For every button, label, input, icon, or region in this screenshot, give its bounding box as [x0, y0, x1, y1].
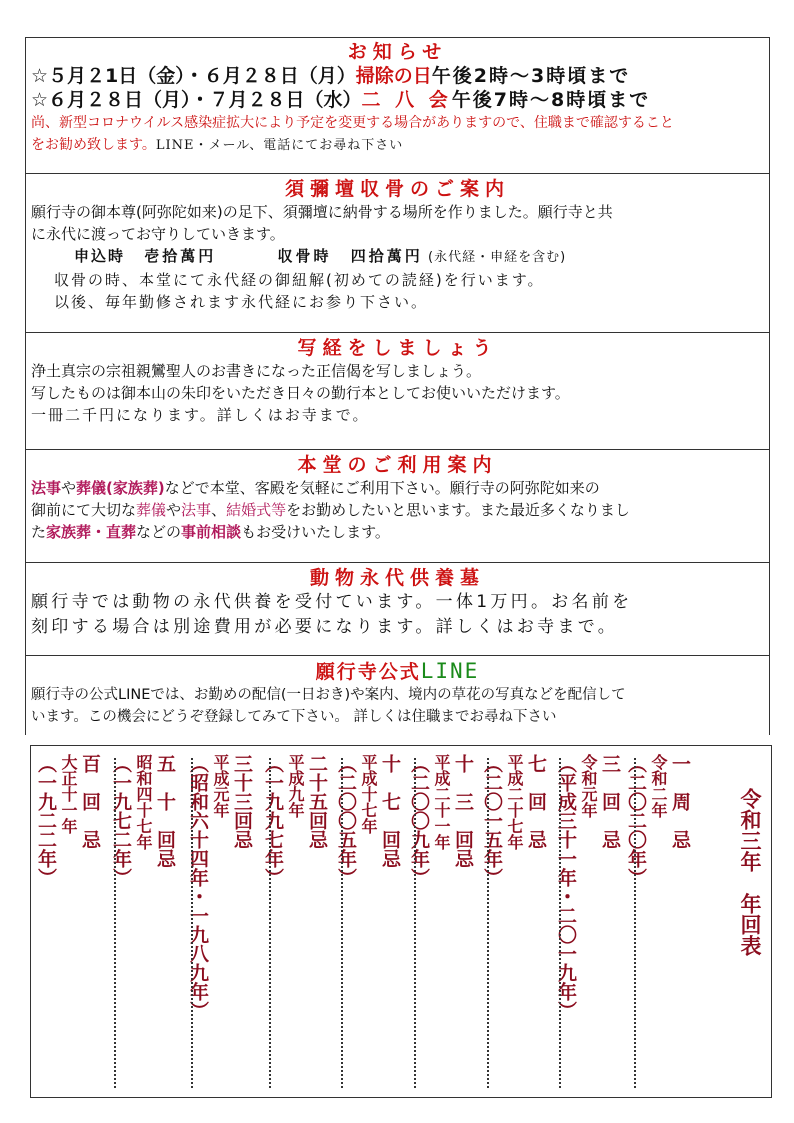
hondo-line-2: [26, 499, 769, 521]
line-section: [25, 655, 770, 735]
notice-date-2: ☆６月２８日（月）・７月２８日（水）: [31, 89, 362, 111]
nenki-col-4: [408, 754, 474, 887]
col-6-kai: 二十五回忌: [306, 754, 328, 849]
fee2-amount: 四拾萬円: [350, 247, 423, 265]
hondo-b2: 葬儀: [136, 501, 167, 519]
col-2-era: 令和元年: [579, 754, 598, 818]
notice-covid-1: 尚、新型コロナウイルス感染症拡大により予定を変更する場合がありますので、住職まで確認すること: [31, 115, 674, 131]
notice-time-2: 午後7時～8時頃まで: [451, 89, 651, 111]
fee1-amount: 壱拾萬円: [144, 247, 217, 265]
nenki-col-7: [187, 754, 253, 1020]
nenki-col-6: [262, 754, 328, 887]
notice-covid-2: [26, 134, 769, 157]
animal-title: 動物永代供養墓: [309, 567, 485, 589]
nenki-col-9: [35, 754, 101, 887]
col-6-year: （一九九七年）: [262, 754, 284, 887]
col-6-era: 平成九年: [286, 754, 305, 818]
col-4-kai: 十 三 回忌: [452, 754, 474, 868]
col-8-era: 昭和四十七年: [134, 754, 153, 850]
hondo-c1: た: [31, 523, 47, 541]
notice-title: お知らせ: [347, 41, 448, 63]
col-4-year: （二〇〇九年）: [408, 754, 430, 887]
nenki-table: [30, 745, 772, 1098]
col-9-kai: 百 回 忌: [79, 754, 101, 849]
noukotsu-p3: 収骨の時、本堂にて永代経の御紐解(初めての読経)を行います。: [54, 271, 545, 289]
nenki-col-5: [335, 754, 401, 887]
shakyo-title: 写経をしましょう: [297, 337, 498, 359]
hondo-hoji: 法事: [31, 479, 62, 497]
notice-line-1: [26, 64, 769, 88]
shakyo-section: [25, 332, 770, 450]
nenki-col-8: [110, 754, 176, 887]
col-9-era: 大正十一年: [59, 754, 78, 834]
fee2-label: 収骨時: [277, 247, 332, 265]
col-9-year: （一九二二年）: [35, 754, 57, 887]
noukotsu-section: [25, 173, 770, 333]
hondo-b7: をお勤めしたいと思います。また最近多くなりまし: [286, 501, 630, 519]
hondo-b4: 法事: [181, 501, 212, 519]
line-title: [26, 659, 769, 684]
noukotsu-p4: 以後、毎年勤修されます永代経にお参り下さい。: [54, 293, 429, 311]
col-3-kai: 七 回 忌: [525, 754, 547, 849]
animal-p1: 願行寺では動物の永代供養を受付ています。一体1万円。お名前を: [31, 592, 633, 612]
hondo-b3: や: [166, 501, 182, 519]
col-1-year: （二〇二〇年）: [625, 754, 647, 887]
shakyo-p3: 一冊二千円になります。詳しくはお寺まで。: [31, 406, 370, 424]
fee2-note: (永代経・申経を含む): [428, 250, 567, 265]
shakyo-p1: 浄土真宗の宗祖親鸞聖人のお書きになった正信偈を写しましょう。: [31, 362, 482, 380]
hondo-sougi: 葬儀(家族葬): [76, 479, 165, 497]
nenki-col-2: [555, 754, 621, 1020]
hondo-b6: 結婚式等: [226, 501, 287, 519]
hondo-title: 本堂のご利用案内: [297, 454, 498, 476]
col-4-era: 平成二十一年: [432, 754, 451, 850]
separator: [634, 758, 636, 1088]
noukotsu-title: 須彌壇収骨のご案内: [284, 178, 510, 200]
hondo-c5: もお受けいたします。: [241, 523, 390, 541]
animal-section: [25, 562, 770, 656]
col-2-kai: 三 回 忌: [599, 754, 621, 849]
hondo-line-1: [26, 477, 769, 499]
hondo-c3: などの: [136, 523, 182, 541]
hondo-a4: などで本堂、客殿を気軽にご利用下さい。願行寺の阿弥陀如来の: [164, 479, 600, 497]
noukotsu-p1: 願行寺の御本尊(阿弥陀如来)の足下、須彌壇に納骨する場所を作りました。願行寺と共: [31, 203, 613, 221]
col-7-year: （昭和六十四年・一九八九年）: [187, 754, 209, 1020]
notice-event-1: 掃除の日: [355, 65, 432, 87]
line-title-b: LINE: [420, 659, 480, 683]
shakyo-p2: 写したものは御本山の朱印をいただき日々の勤行本としてお使いいただけます。: [31, 384, 570, 402]
col-8-kai: 五 十 回忌: [154, 754, 176, 868]
notice-line-2: [26, 88, 769, 112]
hondo-a2: や: [61, 479, 77, 497]
separator: [414, 758, 416, 1088]
separator: [487, 758, 489, 1088]
separator: [341, 758, 343, 1088]
separator: [114, 758, 116, 1088]
col-5-year: （二〇〇五年）: [335, 754, 357, 887]
notice-time-1: 午後2時～3時頃まで: [431, 65, 631, 87]
fee1-label: 申込時: [74, 247, 126, 265]
nenki-col-3: [481, 754, 547, 887]
separator: [269, 758, 271, 1088]
hondo-b1: 御前にて大切な: [31, 501, 137, 519]
notice-covid-2-text: をお勧め致します。: [31, 137, 156, 153]
nenki-heading: 令和三年 年回表: [738, 788, 762, 956]
line-p2: います。この機会にどうぞ登録してみて下さい。 詳しくは住職までお尋ね下さい: [31, 709, 557, 725]
notice-date-1: ☆５月２1日（金）・６月２８日（月）: [31, 65, 356, 87]
col-3-era: 平成二十七年: [505, 754, 524, 850]
col-7-kai: 三十三回忌: [231, 754, 253, 849]
hondo-c2: 家族葬・直葬: [46, 523, 137, 541]
col-8-year: （一九七二年）: [110, 754, 132, 887]
noukotsu-p2: に永代に渡ってお守りしていきます。: [31, 225, 285, 243]
col-2-year: （平成三十一年・二〇一九年）: [555, 754, 577, 1020]
animal-p2: 刻印する場合は別途費用が必要になります。詳しくはお寺まで。: [31, 617, 618, 637]
line-p1: 願行寺の公式LINEでは、お勤めの配信(一日おき)や案内、境内の草花の写真などを配信して: [31, 687, 626, 703]
hondo-line-3: [26, 521, 769, 543]
col-3-year: （二〇一五年）: [481, 754, 503, 887]
hondo-b5: 、: [211, 501, 227, 519]
hondo-section: [25, 449, 770, 563]
notice-contact: LINE・メール、電話にてお尋ね下さい: [155, 138, 404, 153]
col-1-era: 令和二年: [649, 754, 668, 818]
noukotsu-fees: [26, 245, 769, 269]
separator: [191, 758, 193, 1088]
col-1-kai: 一 周 忌: [669, 754, 691, 849]
notice-section: [25, 37, 770, 174]
col-7-era: 平成元年: [211, 754, 230, 818]
col-5-era: 平成十七年: [359, 754, 378, 834]
separator: [559, 758, 561, 1088]
col-5-kai: 十 七 回忌: [379, 754, 401, 868]
notice-event-2: 二 八 会: [361, 89, 452, 111]
line-title-a: 願行寺公式: [315, 661, 421, 683]
hondo-c4: 事前相談: [181, 523, 242, 541]
